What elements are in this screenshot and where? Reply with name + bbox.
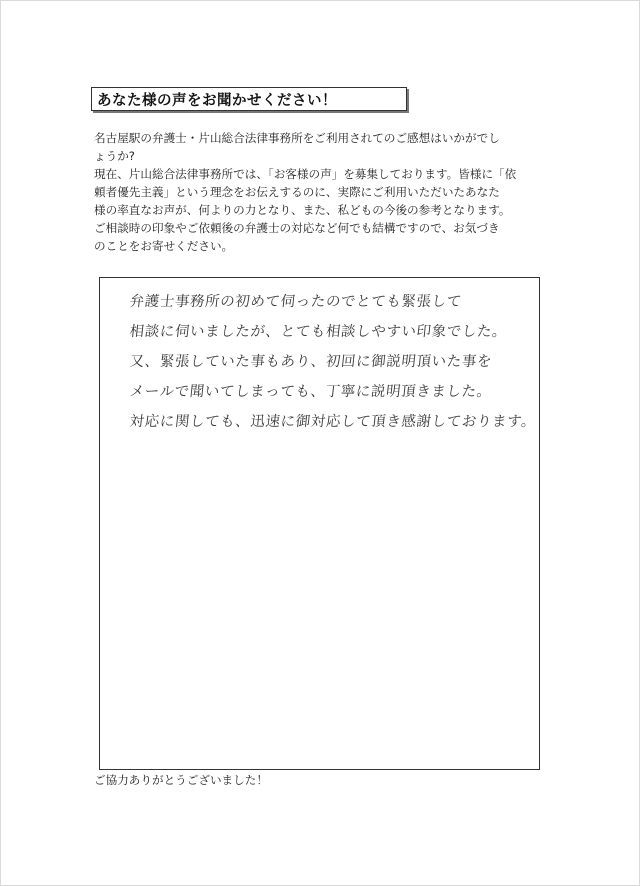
intro-line: ご相談時の印象やご依頼後の弁護士の対応など何でも結構ですので、お気づき xyxy=(94,221,500,235)
handwritten-line: 相談に伺いましたが、とても相談しやすい印象でした。 xyxy=(128,324,508,340)
intro-line: のことをお寄せください。 xyxy=(94,239,234,253)
title-banner xyxy=(91,87,407,111)
handwritten-line: メールで聞いてしまっても、丁寧に説明頂きました。 xyxy=(128,384,493,400)
closing-message: ご協力ありがとうございました！ xyxy=(94,773,268,787)
intro-paragraph xyxy=(94,129,564,255)
intro-line: 様の率直なお声が、何よりの力となり、また、私どもの今後の参考となります。 xyxy=(94,203,511,217)
intro-line: 頼者優先主義」という理念をお伝えするのに、実際にご利用いただいたあなた xyxy=(94,185,500,199)
handwritten-line: 又、緊張していた事もあり、初回に御説明頂いた事を xyxy=(128,354,493,370)
handwritten-comment xyxy=(128,287,538,437)
intro-line: 現在、片山総合法律事務所では、「お客様の声」を募集しております。皆様に「依 xyxy=(94,167,517,181)
intro-line: 名古屋駅の弁護士・片山総合法律事務所をご利用されてのご感想はいかがでし xyxy=(94,131,500,145)
handwritten-line: 対応に関しても、迅速に御対応して頂き感謝しております。 xyxy=(128,414,537,430)
intro-line: ょうか? xyxy=(94,149,135,163)
handwritten-line: 弁護士事務所の初めて伺ったのでとても緊張して xyxy=(128,294,463,310)
page-title: あなた様の声をお聞かせください！ xyxy=(97,92,337,109)
